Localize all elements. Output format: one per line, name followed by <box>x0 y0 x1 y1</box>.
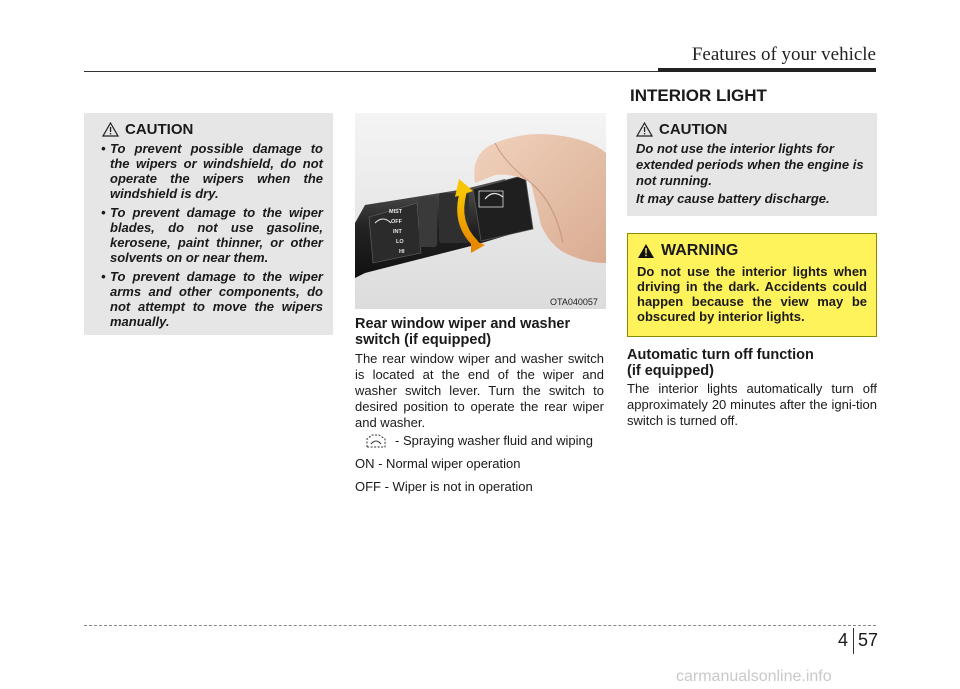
switch-label: MIST <box>389 209 403 215</box>
caution-title: CAUTION <box>125 121 194 138</box>
caution-item: • To prevent damage to the wiper blades, do not use gasoline, kerosene, paint thinner, or other solvents on or near them. <box>96 205 323 265</box>
interior-caution-text: Do not use the interior lights for extended periods when the engine is not running. <box>636 141 864 188</box>
warning-title: WARNING <box>661 242 739 259</box>
switch-label: HI <box>399 249 405 255</box>
header-title: Features of your vehicle <box>691 44 876 65</box>
auto-turn-off-heading-line1: Automatic turn off function <box>627 347 814 363</box>
switch-label: LO <box>396 239 404 245</box>
interior-caution-heading <box>636 121 867 138</box>
interior-warning-box <box>627 233 877 337</box>
rear-wiper-item-on: ON - Normal wiper operation <box>355 456 521 471</box>
rear-wiper-heading-line1: Rear window wiper and washer <box>355 316 571 332</box>
page-number: 57 <box>858 630 879 650</box>
caution-item: • To prevent damage to the wiper arms and other components, do not attempt to move the wipers manually. <box>96 269 323 329</box>
figure-caption: OTA040057 <box>550 297 598 307</box>
auto-turn-off-heading-line2: (if equipped) <box>627 363 714 379</box>
section-title-interior-light: INTERIOR LIGHT <box>630 86 767 105</box>
caution-list <box>96 141 323 329</box>
interior-caution-text-2: It may cause battery discharge. <box>636 191 830 206</box>
warning-triangle-icon <box>637 243 655 259</box>
washer-spray-icon <box>365 433 387 449</box>
rear-wiper-body: The rear window wiper and washer switch is located at the end of the wiper and washer switch lever. Turn the switch to desired position to operate the rear wiper and washer. <box>355 351 604 430</box>
page-number-divider <box>853 628 854 654</box>
caution-heading <box>96 121 323 138</box>
footer-rule <box>84 625 876 626</box>
switch-label: INT <box>393 229 402 235</box>
auto-turn-off-body: The interior lights automatically turn off approximately 20 minutes after the igni-tion switch is turned off. <box>627 381 877 428</box>
caution-triangle-icon <box>636 122 653 137</box>
warning-heading <box>637 242 867 260</box>
rear-wiper-heading-line2: switch (if equipped) <box>355 332 492 348</box>
auto-turn-off-heading <box>627 347 877 379</box>
rear-wiper-item-spray-text: - Spraying washer fluid and wiping <box>395 433 593 448</box>
warning-text: Do not use the interior lights when driving in the dark. Accidents could happen because the view may be obscured by interior lights. <box>637 264 867 324</box>
rear-wiper-item-spray <box>355 433 606 449</box>
caution-item: • To prevent possible damage to the wipers or windshield, do not operate the wipers when the windshield is dry. <box>96 141 323 201</box>
wiper-switch-photo <box>355 113 606 309</box>
chapter-number: 4 <box>838 630 849 650</box>
wiper-switch-illustration <box>355 113 606 309</box>
interior-caution-title: CAUTION <box>659 121 728 138</box>
watermark: carmanualsonline.info <box>676 668 832 685</box>
interior-caution-box <box>627 113 877 216</box>
header-rule-accent <box>658 68 876 72</box>
rear-wiper-item-off: OFF - Wiper is not in operation <box>355 479 533 494</box>
rear-wiper-heading <box>355 316 606 348</box>
left-caution-box <box>84 113 333 335</box>
switch-label: OFF <box>391 219 402 225</box>
caution-triangle-icon <box>102 122 119 137</box>
